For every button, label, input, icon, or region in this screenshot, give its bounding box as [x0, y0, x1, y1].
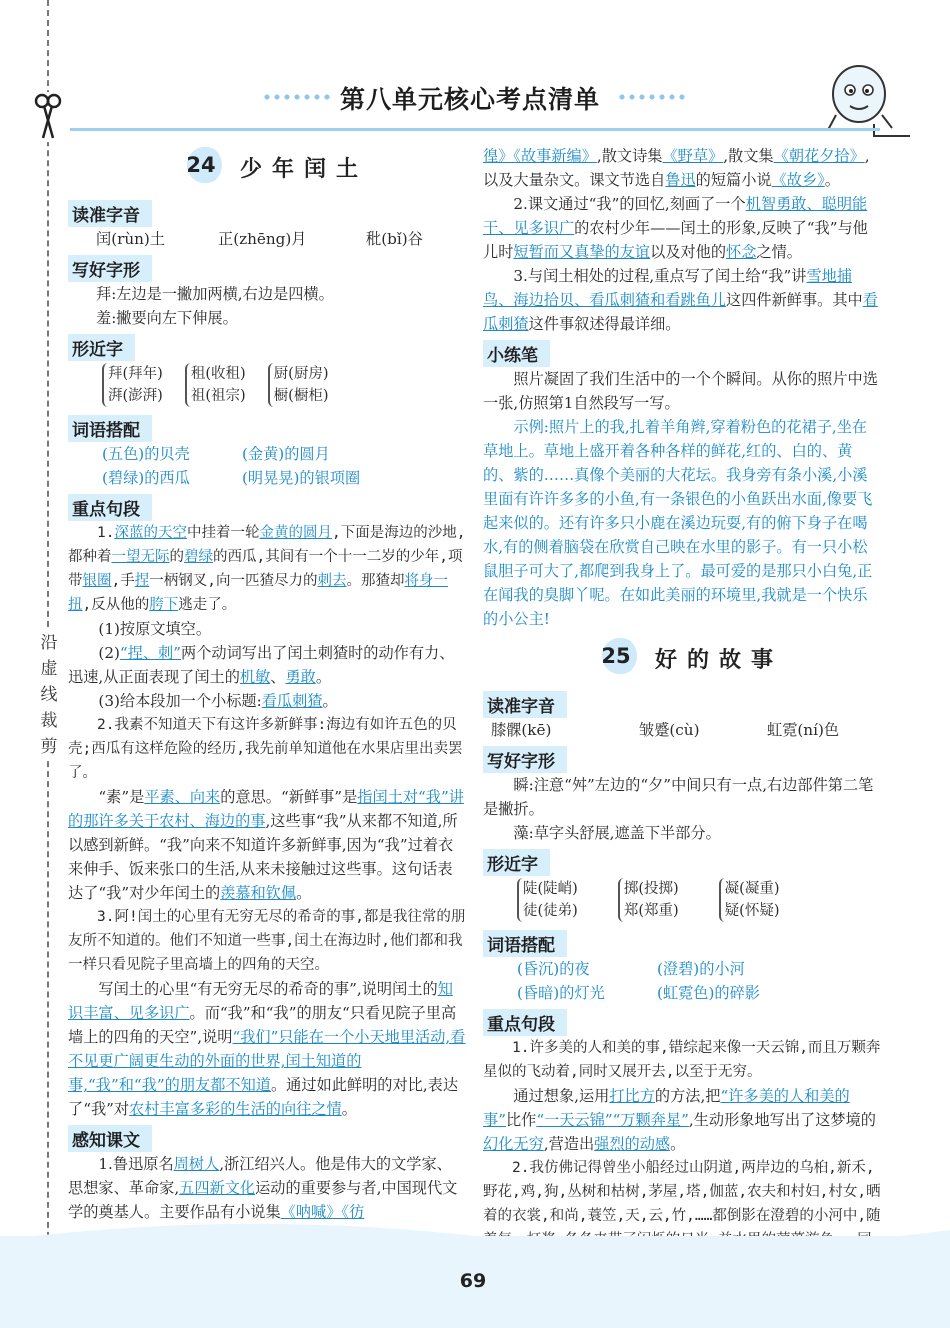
practice-task: 照片凝固了我们生活中的一个个瞬间。从你的照片中选一张,仿照第1自然段写一写。	[483, 370, 878, 412]
text-overview-3: 3.与闰土相处的过程,重点写了闰土给“我”讲雪地捕鸟、海边拾贝、看瓜刺猹和看跳鱼儿这四件新鲜事。其中看瓜刺猹这件事叙述得最详细。	[483, 267, 878, 333]
char-pair: 陡(陡峭) 徒(徒弟)	[517, 878, 578, 922]
char-pair: 拜(拜年) 湃(澎湃)	[102, 363, 163, 407]
pronunciation-row: 膝髁(kē) 皱蹙(cù) 虹霓(ní)色	[491, 721, 840, 739]
lesson-number: 25	[595, 635, 637, 677]
header-dots-right	[617, 94, 687, 100]
writing-tip: 拜:左边是一撇加两横,右边是四横。	[96, 285, 334, 303]
section-writing: 写好字形	[483, 746, 567, 773]
section-similar-chars: 形近字	[483, 849, 550, 876]
key-passage-1-analysis: 通过想象,运用打比方的方法,把“许多美的人和美的事”比作“一天云锦”“万颗奔星”,生动形象地写出了这梦境的幻化无穷,营造出强烈的动感。	[483, 1087, 876, 1153]
key-passage-3: 3.阿!闰土的心里有无穷无尽的希奇的事,都是我往常的朋友所不知道的。他们不知道一些事,闰土在海边时,他们都和我一样只看见院子里高墙上的四角的天空。	[68, 909, 466, 973]
header-dots-left	[262, 94, 332, 100]
pronunciation-row: 闰(rùn)土 正(zhēng)月 秕(bǐ)谷	[96, 230, 423, 248]
text-overview-1-cont: 徨》《故事新编》,散文诗集《野草》,散文集《朝花夕拾》,以及大量杂文。课文节选自鲁迅的短篇小说《故乡》。	[483, 147, 870, 189]
key-passage-2: 2.我素不知道天下有这许多新鲜事:海边有如许五色的贝壳;西瓜有这样危险的经历,我先前单知道他在水果店里出卖罢了。	[68, 717, 463, 781]
char-pair: 厨(厨房) 橱(橱柜)	[268, 363, 329, 407]
text-overview-2: 2.课文通过“我”的回忆,刻画了一个机智勇敢、聪明能干、见多识广的农村少年——闰土的形象,反映了“我”与他儿时短暂而又真挚的友谊以及对他的怀念之情。	[483, 195, 868, 261]
key-passage-1: 1.深蓝的天空中挂着一轮金黄的圆月,下面是海边的沙地,都种着一望无际的碧绿的西瓜,其间有一个十一二岁的少年,项带银圈,手捏一柄钢叉,向一匹猹尽力的刺去。那猹却将身一扭,反从他的胯下逃走了。	[68, 525, 466, 613]
left-column	[68, 140, 466, 1224]
key-passage-1: 1.许多美的人和美的事,错综起来像一天云锦,而且万颗奔星似的飞动着,同时又展开去,以至于无穷。	[483, 1040, 881, 1080]
char-pair: 掷(投掷) 郑(郑重)	[618, 878, 679, 922]
collocations: (昏沉)的夜 (澄碧)的小河 (昏暗)的灯光 (虹霓色)的碎影	[517, 960, 760, 1002]
key-passage-2: 2.我仿佛记得曾坐小船经过山阴道,两岸边的乌桕,新禾,野花,鸡,狗,丛树和枯树,茅屋,塔,伽蓝,农夫和村妇,村女,晒着的衣裳,和尚,蓑笠,天,云,竹,……都倒影在澄碧的小河中,随	[483, 1160, 881, 1224]
text-overview-1: 1.鲁迅原名周树人,浙江绍兴人。他是伟大的文学家、思想家、革命家,五四新文化运动的重要参与者,中国现代文学的奠基人。主要作品有小说集《呐喊》《彷	[68, 1155, 458, 1221]
page-header	[262, 76, 662, 116]
lesson-25-heading	[483, 631, 881, 687]
lesson-number: 24	[180, 144, 222, 186]
practice-example: 示例:照片上的我,扎着羊角辫,穿着粉色的花裙子,坐在草地上。草地上盛开着各种各样的鲜花,红的、白的、黄的、紫的……真像个美丽的大花坛。我身旁有条小溪,小溪里面有许许多多的小鱼,有一条银色的小鱼跃出水面,像要飞起来似的。还有许多只小鹿在溪边玩耍,有的俯下身子在喝水,有的侧着脑袋在欣赏自己映在水里的影子。有一只小松鼠胆子可大了,都爬到我身上了。最可爱的是那只小白兔,正在闻我的臭脚丫呢。在如此美丽的环境里,我就是一个快乐的小公主!	[483, 418, 873, 628]
section-collocation: 词语搭配	[483, 930, 567, 957]
char-pair: 凝(凝重) 疑(怀疑)	[719, 878, 780, 922]
key-passage-2-analysis: “素”是平素、向来的意思。“新鲜事”是指闰土对“我”讲的那许多关于农村、海边的事,这些事“我”从来都不知道,所以感到新鲜。“我”向来不知道许多新鲜事,因为“我”过着衣来伸手、饭来张口的生活,从来未接触过这些事。这句话表达了“我”对少年闰土的羡慕和钦佩。	[68, 788, 464, 902]
section-similar-chars: 形近字	[68, 334, 135, 361]
right-column	[483, 144, 881, 1276]
writing-tip: 羞:撇要向左下伸展。	[96, 309, 238, 327]
cut-instruction: 沿虚线裁剪	[36, 630, 62, 760]
section-pronunciation: 读准字音	[68, 200, 152, 227]
section-practice: 小练笔	[483, 340, 550, 367]
section-key-passages: 重点句段	[68, 494, 152, 521]
question-2: (2)“捏、刺”两个动词写出了闰土刺猹时的动作有力、迅速,从正面表现了闰土的机敏、勇敢。	[68, 644, 455, 686]
similar-chars	[68, 363, 466, 407]
section-writing: 写好字形	[68, 255, 152, 282]
key-passage-3-analysis: 写闰土的心里“有无穷无尽的希奇的事”,说明闰土的知识丰富、见多识广。而“我”和“我”的朋友“只看见院子里高墙上的四角的天空”,说明“我们”只能在一个小天地里活动,看不见更广阔更生动的外面的世界,闰土知道的事,“我”和“我”的朋友都不知道。通过如此鲜明的对比,表达了“我”对农村丰富多彩的生活的向往之情。	[68, 980, 466, 1118]
lesson-title: 好的故事	[655, 648, 784, 673]
section-text-overview: 感知课文	[68, 1125, 152, 1152]
writing-tip: 藻:草字头舒展,遮盖下半部分。	[513, 824, 721, 842]
page-title: 第八单元核心考点清单	[340, 85, 601, 114]
similar-chars	[483, 878, 881, 922]
section-key-passages: 重点句段	[483, 1009, 567, 1036]
header-rule	[70, 128, 880, 131]
lesson-title: 少年闰土	[240, 157, 369, 182]
lesson-24-heading	[68, 140, 466, 196]
writing-tip: 瞬:注意“舛”左边的“夕”中间只有一点,右边部件第二笔是撇折。	[483, 776, 874, 818]
question-3: (3)给本段加一个小标题:看瓜刺猹。	[98, 692, 338, 710]
section-collocation: 词语搭配	[68, 415, 152, 442]
page-number: 69	[459, 1270, 487, 1292]
section-pronunciation: 读准字音	[483, 691, 567, 718]
question-1: (1)按原文填空。	[98, 620, 212, 638]
collocations: (五色)的贝壳 (金黄)的圆月 (碧绿)的西瓜 (明晃晃)的银项圈	[102, 445, 361, 487]
char-pair: 租(收租) 祖(祖宗)	[185, 363, 246, 407]
scissors-icon	[33, 92, 63, 142]
